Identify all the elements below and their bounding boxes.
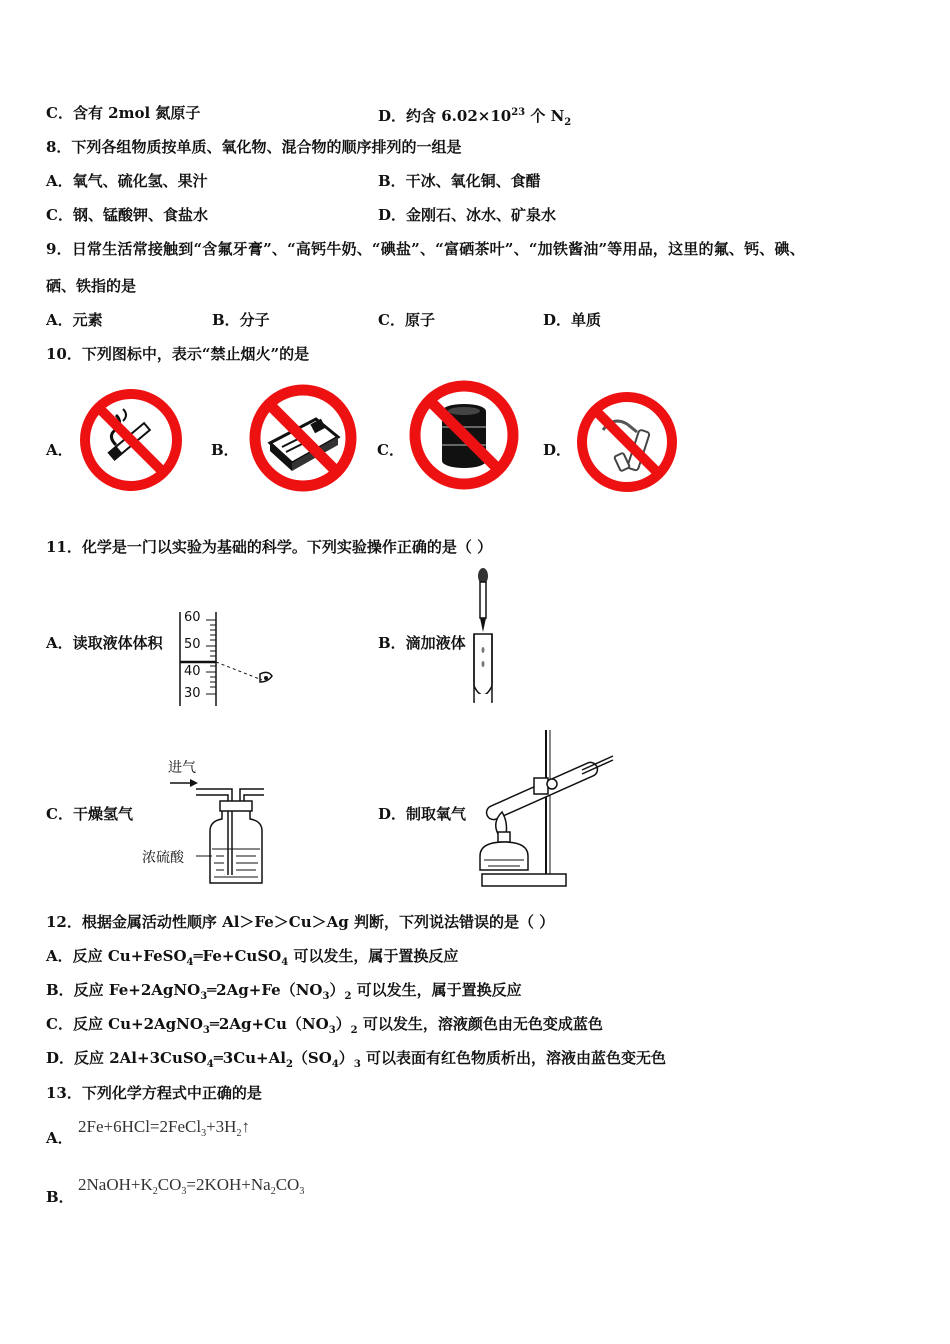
exponent: 23 [511,107,526,118]
q13-option-a-equation [78,1117,250,1139]
text: 可以表面有红色物质析出，溶液由蓝色变无色 [360,1049,667,1067]
q11-stem: 11．化学是一门以实验为基础的科学。下列实验操作正确的是（ ） [46,538,493,556]
text: D．反应 2Al+3CuSO [46,1049,207,1067]
q11-option-a: A．读取液体体积 [46,634,163,652]
no-smoking-sign-icon [76,385,186,495]
text: ↑ [241,1117,250,1136]
q9-option-d: D．单质 [543,311,602,329]
text: ═2Ag+Fe（NO [207,981,323,999]
text: ） [335,1015,351,1033]
q9-option-a: A．元素 [46,311,103,329]
q12-option-b [46,980,522,1007]
no-lighter-sign-icon [573,388,681,496]
subscript: 2 [344,991,352,1002]
tick-50: 50 [184,637,201,652]
subscript: 3 [181,1186,187,1197]
q8-stem: 8．下列各组物质按单质、氧化物、混合物的顺序排列的一组是 [46,138,462,156]
subscript: 4 [186,957,194,968]
q12-option-d [46,1048,666,1075]
q10-option-a: A． [46,441,73,459]
q9-option-c: C．原子 [378,311,435,329]
q10-option-b: B． [211,441,239,459]
gas-in-label: 进气 [168,760,196,776]
no-matches-sign-icon [246,381,360,495]
q8-option-a: A．氧气、硫化氢、果汁 [46,172,208,190]
q9-stem-line1: 9．日常生活常接触到“含氟牙膏”、“高钙牛奶、“碘盐”、“富硒茶叶”、“加铁酱油”等用品，这里的氟、钙、碘、 [46,240,805,258]
no-fuel-drum-sign-icon [406,377,522,493]
drying-bottle-drawing-icon [140,757,275,889]
q13-option-a-label: A． [46,1129,73,1147]
subscript: 2 [236,1128,242,1139]
text: ═Fe+CuSO [193,947,282,965]
q8-option-c: C．钢、锰酸钾、食盐水 [46,206,208,224]
subscript: 4 [331,1059,339,1070]
q7-option-d-text: D．约含 6.02×10 [378,107,512,125]
subscript: 2 [270,1186,276,1197]
q11-option-d: D．制取氧气 [378,805,467,823]
q7-option-d-text2: 个 N [525,107,565,125]
q8-option-d: D．金刚石、冰水、矿泉水 [378,206,557,224]
q12-option-c [46,1014,603,1041]
tick-60: 60 [184,610,201,625]
q13-option-b-equation [78,1175,304,1197]
q8-option-b: B．干冰、氧化铜、食醋 [378,172,541,190]
q13-option-b-label: B． [46,1188,74,1206]
subscript: 3 [200,991,208,1002]
text: 可以发生，属于置换反应 [288,947,459,965]
dropper-test-tube-icon [468,566,498,712]
text: 可以发生，属于置换反应 [351,981,522,999]
text: ） [329,981,345,999]
text: B．反应 Fe+2AgNO [46,981,201,999]
q11-option-c: C．干燥氢气 [46,805,133,823]
subscript: 2 [564,117,572,128]
tick-30: 30 [184,686,201,701]
text: 2Fe+6HCl=2FeCl [78,1117,202,1136]
q13-stem: 13．下列化学方程式中正确的是 [46,1084,262,1102]
q7-option-c: C．含有 2mol 氮原子 [46,104,201,122]
q10-stem: 10．下列图标中，表示“禁止烟火”的是 [46,345,310,363]
q11-option-b: B．滴加液体 [378,634,466,652]
text: +3H [206,1117,237,1136]
gas-drying-bottle-figure [140,757,275,889]
text: =2KOH+Na [186,1175,271,1194]
subscript: 3 [322,991,330,1002]
graduated-cylinder-figure [176,608,286,708]
subscript: 2 [152,1186,158,1197]
subscript: 2 [350,1025,358,1036]
conc-sulfuric-acid-label: 浓硫酸 [142,850,184,866]
text: ═2Ag+Cu（NO [209,1015,329,1033]
subscript: 4 [281,957,289,968]
text: ═3Cu+Al [213,1049,286,1067]
text: 可以发生，溶液颜色由无色变成蓝色 [357,1015,603,1033]
text: ） [338,1049,354,1067]
q12-stem: 12．根据金属活动性顺序 Al＞Fe＞Cu＞Ag 判断，下列说法错误的是（ ） [46,913,555,931]
text: （SO [292,1049,332,1067]
subscript: 3 [353,1059,361,1070]
subscript: 3 [299,1186,305,1197]
q10-option-d: D． [543,441,572,459]
subscript: 3 [328,1025,336,1036]
text: 2NaOH+K [78,1175,153,1194]
q12-option-a [46,946,458,973]
subscript: 3 [202,1025,210,1036]
subscript: 2 [285,1059,293,1070]
text: A．反应 Cu+FeSO [46,947,187,965]
q9-option-b: B．分子 [212,311,270,329]
text: CO [157,1175,182,1194]
q10-option-c: C． [377,441,404,459]
tick-40: 40 [184,664,201,679]
subscript: 3 [201,1128,207,1139]
subscript: 4 [206,1059,214,1070]
oxygen-apparatus-icon [468,724,618,890]
q9-stem-line2: 硒、铁指的是 [46,277,137,295]
text: CO [275,1175,300,1194]
q7-option-d [378,103,571,133]
text: C．反应 Cu+2AgNO [46,1015,203,1033]
